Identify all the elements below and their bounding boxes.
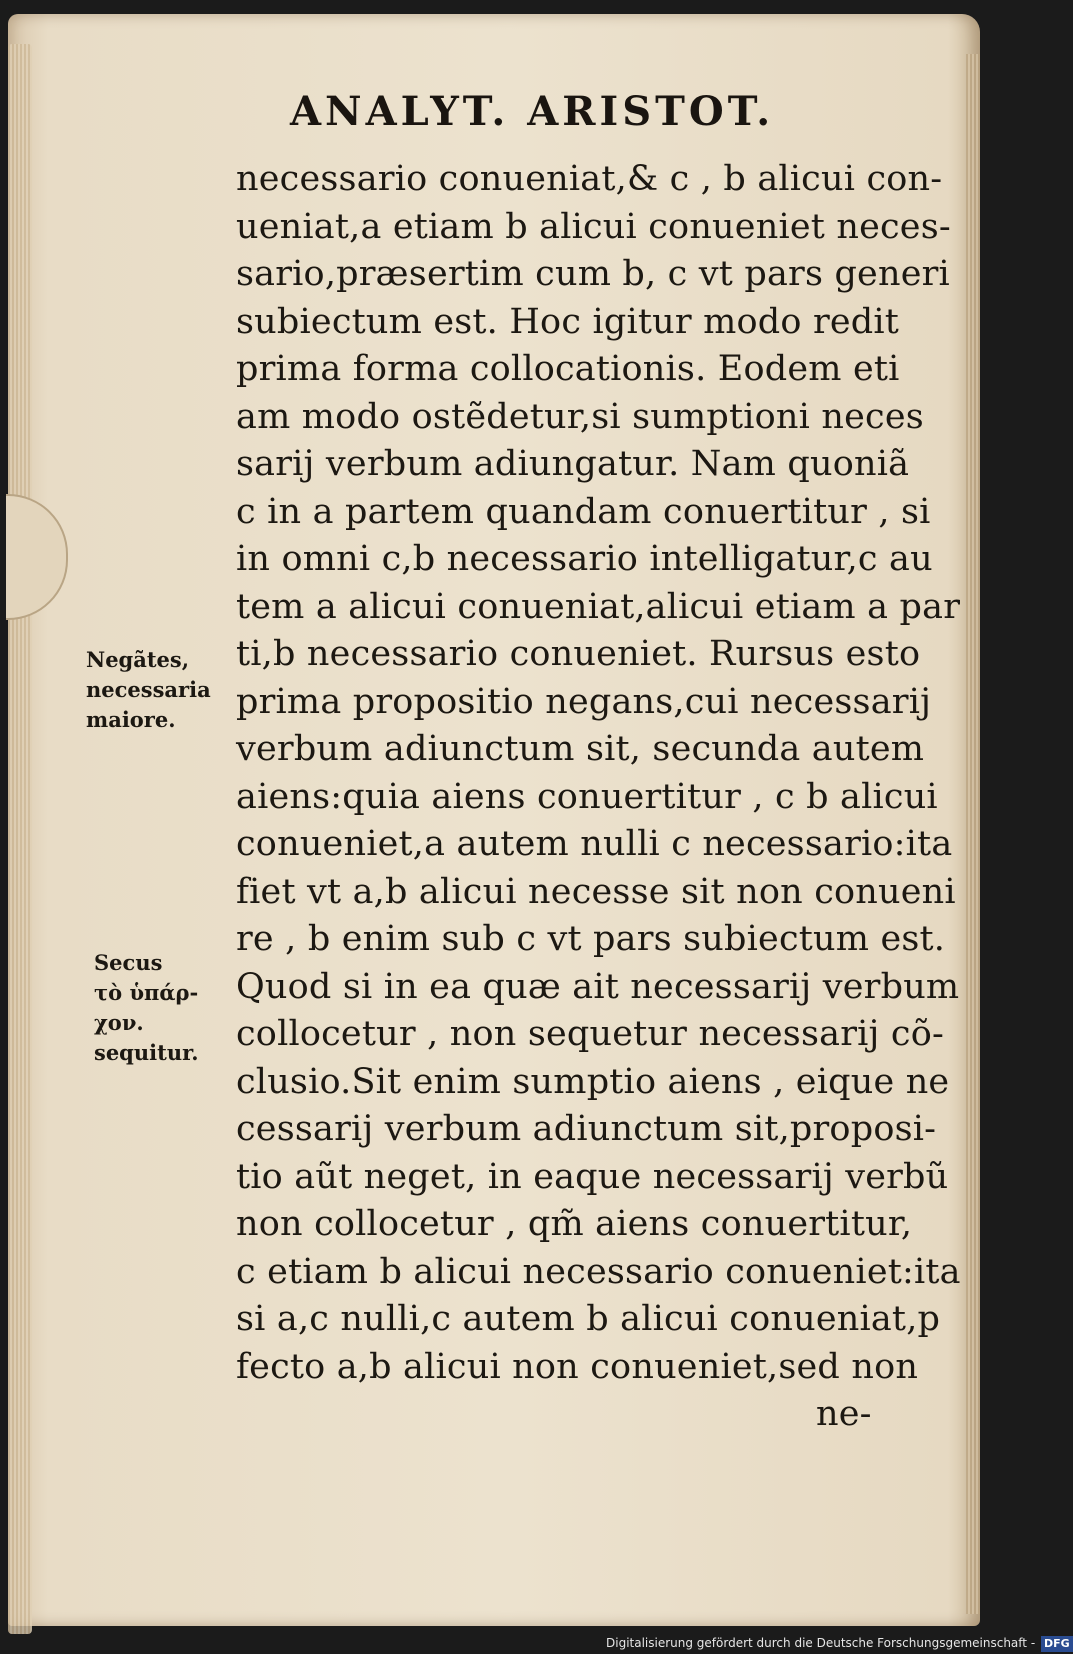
text-line: ne- — [816, 1394, 872, 1434]
text-line: subiectum est. Hoc igitur modo redit — [236, 301, 900, 342]
text-line: Quod si in ea quæ ait necessarij verbum — [236, 966, 960, 1007]
margin-note-line: Secus — [94, 950, 163, 975]
text-line: in omni c,b necessario intelligatur,c au — [236, 539, 933, 579]
text-line: clusio.Sit enim sumptio aiens , eique ne — [236, 1061, 950, 1102]
text-line: collocetur , non sequetur necessarij cõ- — [236, 1014, 944, 1054]
text-line: verbum adiunctum sit, secunda autem — [236, 729, 925, 769]
body-text — [236, 156, 961, 1439]
text-line: cessarij verbum adiunctum sit,proposi- — [236, 1109, 937, 1149]
running-title: ANALYT. ARISTOT. — [290, 88, 775, 135]
credit-text: Digitalisierung gefördert durch die Deutsche Forschungsgemeinschaft - — [606, 1636, 1036, 1650]
text-line: ueniat,a etiam b alicui conueniet neces- — [236, 206, 951, 247]
margin-note-line: Negãtes, — [86, 647, 190, 672]
text-line: c etiam b alicui necessario conueniet:ita — [236, 1251, 961, 1292]
text-line: sario,præsertim cum b, c vt pars generi — [236, 254, 950, 294]
text-line: necessario conueniat,& c , b alicui con- — [236, 159, 943, 199]
text-line: c in a partem quandam conuertitur , si — [236, 491, 931, 532]
margin-note-line: necessaria — [86, 677, 211, 702]
margin-note-line: sequitur. — [94, 1040, 199, 1065]
text-line: re , b enim sub c vt pars subiectum est. — [236, 919, 946, 959]
text-line: non collocetur , qm̃ aiens conuertitur, — [236, 1204, 913, 1244]
text-line: si a,c nulli,c autem b alicui conueniat,p — [236, 1299, 941, 1339]
margin-note-line: maiore. — [86, 707, 176, 732]
text-line: prima propositio negans,cui necessarij — [236, 681, 932, 722]
text-line: fecto a,b alicui non conueniet,sed non — [236, 1346, 919, 1387]
text-line: fiet vt a,b alicui necesse sit non conueni — [236, 871, 956, 912]
margin-note-line: τὸ ὑπάρ- — [94, 980, 199, 1005]
margin-note-secus — [94, 948, 199, 1068]
text-line: tem a alicui conueniat,alicui etiam a par — [236, 586, 961, 627]
text-line: aiens:quia aiens conuertitur , c b alicui — [236, 776, 938, 817]
text-line: conueniet,a autem nulli c necessario:ita — [236, 824, 953, 864]
margin-note-line: χον. — [94, 1010, 144, 1035]
digitization-credit — [606, 1632, 1070, 1654]
text-line: ti,b necessario conueniet. Rursus esto — [236, 634, 921, 674]
page-edge-left — [8, 44, 32, 1634]
margin-note-negantes — [86, 645, 211, 735]
text-line: sarij verbum adiungatur. Nam quoniã — [236, 444, 910, 484]
text-line: prima forma collocationis. Eodem eti — [236, 349, 900, 389]
bookmark-tab — [6, 494, 68, 620]
text-line: tio aũt neget, in eaque necessarij verbũ — [236, 1156, 949, 1197]
text-line: am modo ostẽdetur,si sumptioni neces — [236, 396, 924, 437]
page-edge-right — [966, 54, 980, 1614]
dfg-logo: DFG — [1041, 1636, 1073, 1652]
